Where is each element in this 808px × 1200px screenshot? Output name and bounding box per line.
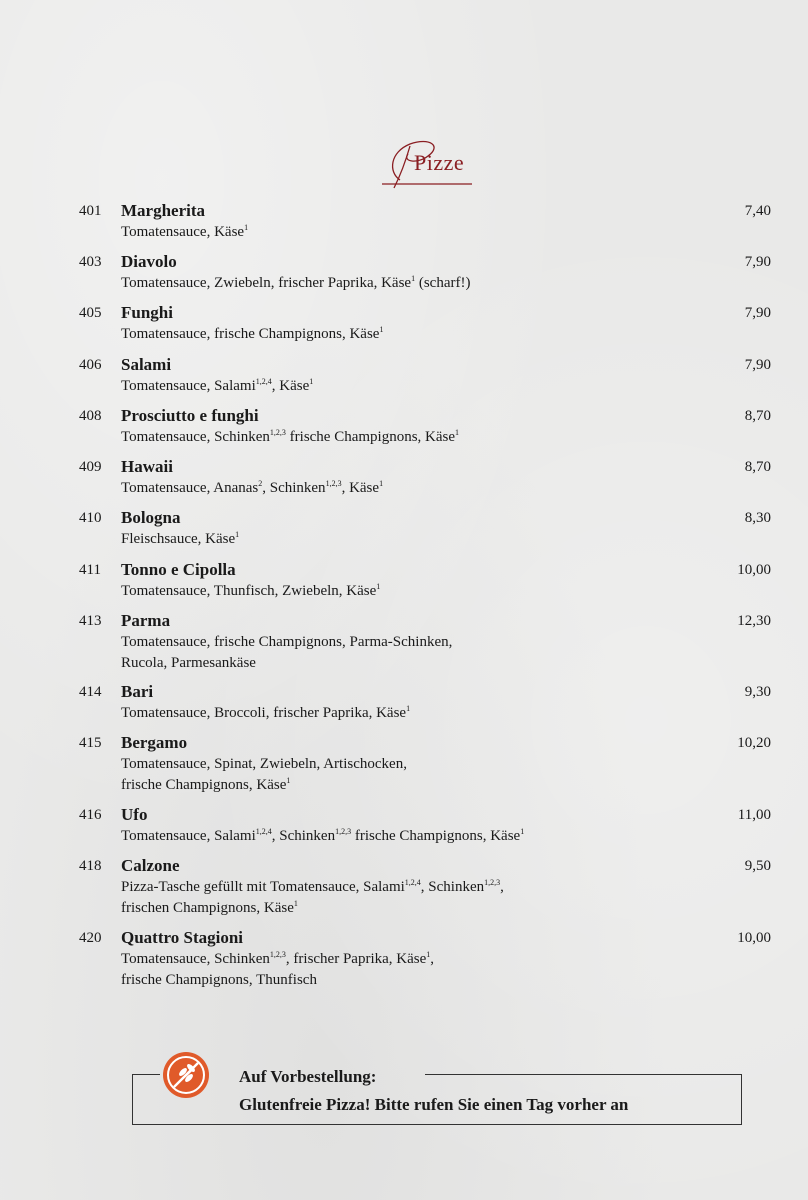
- item-number: 411: [79, 562, 101, 578]
- item-description: [121, 376, 681, 397]
- description-text: , Schinken: [262, 480, 326, 496]
- item-description: [121, 427, 681, 448]
- allergen-footnote: 1: [309, 377, 314, 386]
- item-name: Hawaii: [121, 457, 173, 476]
- item-name: Bari: [121, 682, 154, 701]
- description-text: Tomatensauce, Broccoli, frischer Paprika, Käse: [121, 705, 407, 721]
- item-price: 8,70: [744, 408, 771, 424]
- item-name: Calzone: [121, 856, 180, 875]
- item-price: 12,30: [737, 613, 771, 629]
- item-number: 416: [79, 807, 102, 823]
- description-text: , Käse: [271, 378, 310, 394]
- description-line: [121, 703, 681, 724]
- allergen-footnote: 1,2,4: [404, 878, 421, 887]
- item-description: [121, 949, 681, 990]
- description-text: ,: [430, 951, 435, 967]
- description-text: Fleischsauce, Käse: [121, 531, 236, 547]
- allergen-footnote: 1: [244, 223, 249, 232]
- allergen-footnote: 1,2,4: [255, 377, 272, 386]
- description-text: , frischer Paprika, Käse: [285, 951, 427, 967]
- item-number: 413: [79, 613, 102, 629]
- description-text: frische Champignons, Käse: [121, 776, 287, 793]
- item-number: 418: [79, 858, 102, 874]
- gluten-free-icon: [161, 1050, 211, 1100]
- item-number: 401: [79, 203, 102, 219]
- menu-section-title: [380, 132, 490, 192]
- item-price: 7,90: [744, 357, 771, 373]
- description-text: , Schinken: [271, 828, 336, 844]
- description-line: [121, 222, 681, 243]
- allergen-footnote: 1,2,3: [325, 479, 342, 488]
- item-name: Margherita: [121, 201, 206, 220]
- description-text: Tomatensauce, Salami: [121, 828, 256, 844]
- allergen-footnote: 1: [235, 530, 240, 539]
- item-number: 414: [79, 684, 102, 700]
- description-line: [121, 632, 681, 653]
- description-text: (scharf!): [415, 275, 471, 291]
- item-description: [121, 222, 681, 243]
- description-line: [121, 478, 681, 499]
- item-description: [121, 877, 681, 918]
- item-number: 403: [79, 254, 102, 270]
- item-price: 9,50: [744, 858, 771, 874]
- description-text: frischen Champignons, Käse: [121, 899, 294, 916]
- item-name: Diavolo: [121, 252, 177, 271]
- item-price: 11,00: [737, 807, 771, 823]
- description-text: frische Champignons, Käse: [351, 828, 521, 844]
- description-line: [121, 877, 681, 898]
- item-name: Bergamo: [121, 733, 188, 752]
- allergen-footnote: 1: [286, 775, 291, 785]
- item-name: Prosciutto e funghi: [121, 406, 259, 425]
- description-text: Tomatensauce, Schinken: [121, 951, 270, 967]
- allergen-footnote: 1: [426, 950, 431, 959]
- description-line: [121, 581, 681, 602]
- description-line: [121, 529, 681, 550]
- description-line: [121, 273, 681, 294]
- item-price: 7,90: [744, 254, 771, 270]
- item-price: 10,00: [737, 930, 771, 946]
- item-description: [121, 632, 681, 673]
- item-number: 405: [79, 305, 102, 321]
- allergen-footnote: 1,2,3: [335, 827, 352, 836]
- description-line: [121, 775, 681, 796]
- description-line: [121, 427, 681, 448]
- description-text: Tomatensauce, Käse: [121, 224, 245, 240]
- allergen-footnote: 2: [258, 479, 263, 488]
- item-name: Salami: [121, 355, 172, 374]
- item-price: 7,40: [744, 203, 771, 219]
- item-description: [121, 754, 681, 795]
- item-price: 8,70: [744, 459, 771, 475]
- item-name: Funghi: [121, 303, 173, 322]
- item-price: 10,20: [737, 735, 771, 751]
- item-price: 10,00: [737, 562, 771, 578]
- item-price: 8,30: [744, 510, 771, 526]
- allergen-footnote: 1,2,4: [255, 827, 272, 836]
- description-line: [121, 949, 681, 970]
- item-name: Parma: [121, 611, 171, 630]
- description-text: Pizza-Tasche gefüllt mit Tomatensauce, Salami: [121, 879, 405, 895]
- description-text: Tomatensauce, frische Champignons, Parma-Schinken,: [121, 634, 453, 650]
- item-description: [121, 478, 681, 499]
- item-description: [121, 703, 681, 724]
- description-line: [121, 653, 681, 674]
- allergen-footnote: 1: [411, 274, 416, 283]
- description-text: Tomatensauce, Schinken: [121, 429, 270, 445]
- allergen-footnote: 1,2,3: [484, 878, 501, 887]
- allergen-footnote: 1: [379, 479, 384, 488]
- item-number: 406: [79, 357, 102, 373]
- page-title: Pizze: [414, 150, 465, 175]
- description-line: [121, 898, 681, 919]
- description-line: [121, 826, 681, 847]
- allergen-footnote: 1: [406, 704, 411, 713]
- item-name: Quattro Stagioni: [121, 928, 244, 947]
- description-text: Tomatensauce, frische Champignons, Käse: [121, 326, 380, 342]
- item-number: 408: [79, 408, 102, 424]
- item-name: Tonno e Cipolla: [121, 560, 236, 579]
- item-description: [121, 324, 681, 345]
- allergen-footnote: 1: [379, 325, 384, 334]
- allergen-footnote: 1,2,3: [269, 428, 286, 437]
- description-text: Rucola, Parmesankäse: [121, 654, 256, 671]
- description-line: [121, 970, 681, 991]
- description-text: frische Champignons, Thunfisch: [121, 971, 317, 988]
- item-description: [121, 273, 681, 294]
- description-text: Tomatensauce, Ananas: [121, 480, 259, 496]
- allergen-footnote: 1: [376, 582, 381, 591]
- description-text: , Käse: [341, 480, 380, 496]
- notice-title: Auf Vorbestellung:: [239, 1067, 377, 1086]
- item-name: Ufo: [121, 805, 148, 824]
- item-description: [121, 529, 681, 550]
- item-number: 410: [79, 510, 102, 526]
- item-number: 420: [79, 930, 102, 946]
- description-text: Tomatensauce, Spinat, Zwiebeln, Artischocken,: [121, 756, 407, 772]
- description-text: ,: [500, 879, 504, 895]
- allergen-footnote: 1: [455, 428, 460, 437]
- item-number: 415: [79, 735, 102, 751]
- item-description: [121, 581, 681, 602]
- description-line: [121, 754, 681, 775]
- description-text: Tomatensauce, Salami: [121, 378, 256, 394]
- item-price: 7,90: [744, 305, 771, 321]
- description-line: [121, 324, 681, 345]
- allergen-footnote: 1: [293, 898, 298, 908]
- description-text: frische Champignons, Käse: [285, 429, 456, 445]
- item-number: 409: [79, 459, 102, 475]
- allergen-footnote: 1: [520, 827, 525, 836]
- notice-text: Glutenfreie Pizza! Bitte rufen Sie einen Tag vorher an: [239, 1095, 629, 1114]
- description-line: [121, 376, 681, 397]
- allergen-footnote: 1,2,3: [269, 950, 286, 959]
- item-description: [121, 826, 681, 847]
- description-text: , Schinken: [420, 879, 485, 895]
- description-text: Tomatensauce, Thunfisch, Zwiebeln, Käse: [121, 583, 377, 599]
- description-text: Tomatensauce, Zwiebeln, frischer Paprika, Käse: [121, 275, 412, 291]
- item-price: 9,30: [744, 684, 771, 700]
- item-name: Bologna: [121, 508, 181, 527]
